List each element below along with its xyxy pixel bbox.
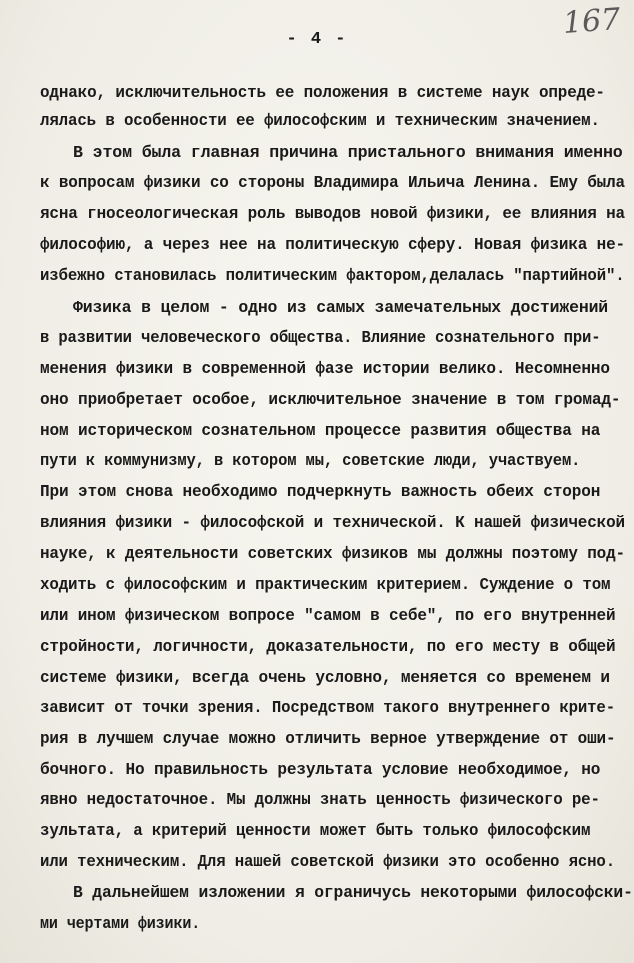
text-line: рия в лучшем случае можно отличить верное утверждение от оши- [40, 730, 616, 748]
text-line: стройности, логичности, доказательности, по его месту в общей [40, 638, 616, 656]
text-line: ми чертами физики. [40, 915, 201, 933]
text-line: философию, а через нее на политическую сферу. Новая физика не- [40, 236, 625, 254]
text-line: лялась в особенности ее философским и техническим значением. [40, 112, 600, 130]
page-number: - 4 - [286, 30, 348, 49]
text-line: ясна гносеологическая роль выводов новой физики, ее влияния на [40, 205, 625, 223]
text-line: избежно становилась политическим фактором,делалась "партийной". [40, 267, 625, 285]
text-line: зависит от точки зрения. Посредством такого внутреннего крите- [40, 699, 615, 717]
handwritten-archive-number: 167 [561, 2, 622, 41]
text-line: оно приобретает особое, исключительное значение в том громад- [40, 391, 621, 409]
text-line: ном историческом сознательном процессе развития общества на [40, 422, 601, 440]
text-line: В этом была главная причина пристального внимания именно [73, 144, 623, 162]
text-line: В дальнейшем изложении я ограничусь некоторыми философски- [73, 884, 633, 902]
text-line: Физика в целом - одно из самых замечательных достижений [73, 299, 609, 317]
text-line: пути к коммунизму, в котором мы, советские люди, участвуем. [40, 452, 581, 470]
text-line: или техническим. Для нашей советской физики это особенно ясно. [40, 853, 615, 871]
text-line: однако, исключительность ее положения в системе наук опреде- [40, 84, 605, 102]
text-line: менения физики в современной фазе истории велико. Несомненно [40, 360, 610, 378]
text-line: ходить с философским и практическим критерием. Суждение о том [40, 576, 611, 594]
text-line: зультата, а критерий ценности может быть только философским [40, 822, 591, 840]
text-line: в развитии человеческого общества. Влияние сознательного при- [40, 329, 601, 347]
text-line: явно недостаточное. Мы должны знать ценность физического ре- [40, 791, 600, 809]
text-line: к вопросам физики со стороны Владимира Ильича Ленина. Ему была [40, 174, 625, 192]
text-line: системе физики, всегда очень условно, меняется со временем и [40, 669, 610, 687]
text-line: бочного. Но правильность результата условие необходимое, но [40, 761, 601, 779]
text-line: науке, к деятельности советских физиков мы должны поэтому под- [40, 545, 625, 563]
text-line: При этом снова необходимо подчеркнуть важность обеих сторон [40, 483, 601, 501]
text-line: влияния физики - философской и технической. К нашей физической [40, 514, 625, 532]
text-line: или ином физическом вопросе "самом в себе", по его внутренней [40, 607, 616, 625]
